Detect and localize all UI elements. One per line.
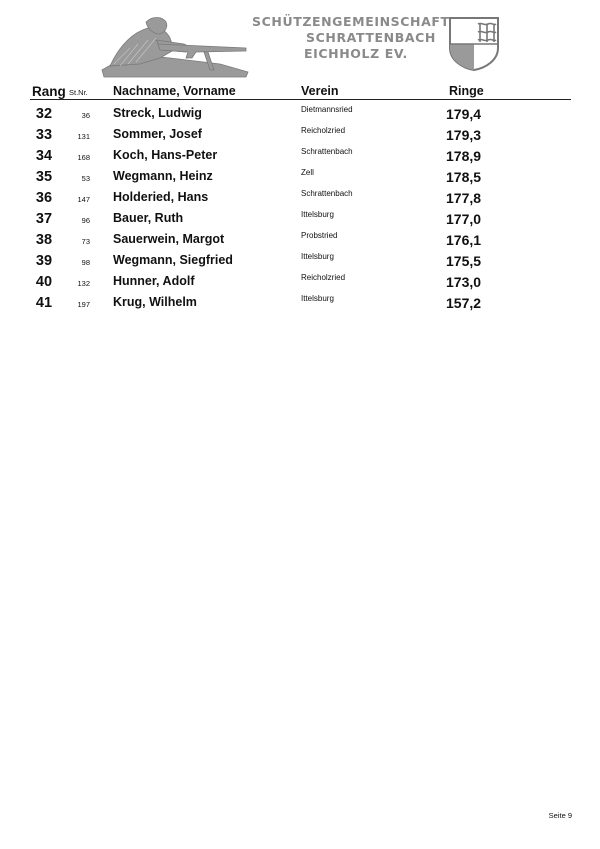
score-cell: 179,3 <box>446 127 482 143</box>
table-row <box>0 188 600 209</box>
results-table <box>0 104 600 314</box>
page-header <box>0 0 600 80</box>
start-number-cell: 36 <box>81 111 90 120</box>
header-divider <box>30 99 571 100</box>
club-crest-icon <box>446 14 502 72</box>
score-cell: 176,1 <box>446 232 482 248</box>
rank-cell: 41 <box>35 295 53 311</box>
club-cell: Ittelsburg <box>301 294 334 303</box>
score-cell: 178,5 <box>446 169 482 185</box>
column-header-name: Nachname, Vorname <box>113 84 236 98</box>
club-cell: Probstried <box>301 231 338 240</box>
rank-cell: 34 <box>35 148 53 164</box>
table-row <box>0 104 600 125</box>
score-cell: 177,0 <box>446 211 482 227</box>
table-row <box>0 293 600 314</box>
start-number-cell: 168 <box>77 153 90 162</box>
club-cell: Schrattenbach <box>301 189 353 198</box>
rank-cell: 38 <box>35 232 53 248</box>
name-cell: Wegmann, Heinz <box>113 169 213 183</box>
rank-cell: 33 <box>35 127 53 143</box>
start-number-cell: 132 <box>77 279 90 288</box>
start-number-cell: 53 <box>81 174 90 183</box>
name-cell: Sauerwein, Margot <box>113 232 225 246</box>
club-cell: Ittelsburg <box>301 210 334 219</box>
name-cell: Wegmann, Siegfried <box>113 253 233 267</box>
club-cell: Dietmannsried <box>301 105 353 114</box>
rank-cell: 37 <box>35 211 53 227</box>
name-cell: Holderied, Hans <box>113 190 209 204</box>
page-number: Seite 9 <box>548 811 572 820</box>
name-cell: Krug, Wilhelm <box>113 295 197 309</box>
start-number-cell: 197 <box>77 300 90 309</box>
club-cell: Reicholzried <box>301 273 346 282</box>
club-cell: Schrattenbach <box>301 147 353 156</box>
club-cell: Reicholzried <box>301 126 346 135</box>
rank-cell: 40 <box>35 274 53 290</box>
club-name-line: SCHÜTZENGEMEINSCHAFT <box>252 14 450 29</box>
table-row <box>0 146 600 167</box>
name-cell: Koch, Hans-Peter <box>113 148 218 162</box>
column-header-stnr: St.Nr. <box>69 88 88 97</box>
name-cell: Bauer, Ruth <box>113 211 184 225</box>
club-name-line: SCHRATTENBACH <box>306 30 436 45</box>
rank-cell: 32 <box>35 106 53 122</box>
table-row <box>0 125 600 146</box>
score-cell: 177,8 <box>446 190 482 206</box>
name-cell: Sommer, Josef <box>113 127 202 141</box>
score-cell: 175,5 <box>446 253 482 269</box>
table-row <box>0 251 600 272</box>
shooter-logo-icon <box>100 14 250 78</box>
rank-cell: 35 <box>35 169 53 185</box>
column-header-ringe: Ringe <box>449 84 484 98</box>
club-name-line: EICHHOLZ EV. <box>304 46 408 61</box>
start-number-cell: 96 <box>81 216 90 225</box>
rank-cell: 39 <box>35 253 53 269</box>
start-number-cell: 147 <box>77 195 90 204</box>
table-row <box>0 167 600 188</box>
start-number-cell: 73 <box>81 237 90 246</box>
column-header-rang: Rang <box>32 84 66 99</box>
score-cell: 173,0 <box>446 274 482 290</box>
rank-cell: 36 <box>35 190 53 206</box>
name-cell: Hunner, Adolf <box>113 274 195 288</box>
club-name <box>252 14 450 62</box>
column-header-verein: Verein <box>301 84 339 98</box>
score-cell: 157,2 <box>446 295 482 311</box>
name-cell: Streck, Ludwig <box>113 106 202 120</box>
score-cell: 179,4 <box>446 106 482 122</box>
table-row <box>0 209 600 230</box>
table-row <box>0 230 600 251</box>
club-cell: Ittelsburg <box>301 252 334 261</box>
start-number-cell: 98 <box>81 258 90 267</box>
score-cell: 178,9 <box>446 148 482 164</box>
start-number-cell: 131 <box>77 132 90 141</box>
table-row <box>0 272 600 293</box>
club-cell: Zell <box>301 168 314 177</box>
